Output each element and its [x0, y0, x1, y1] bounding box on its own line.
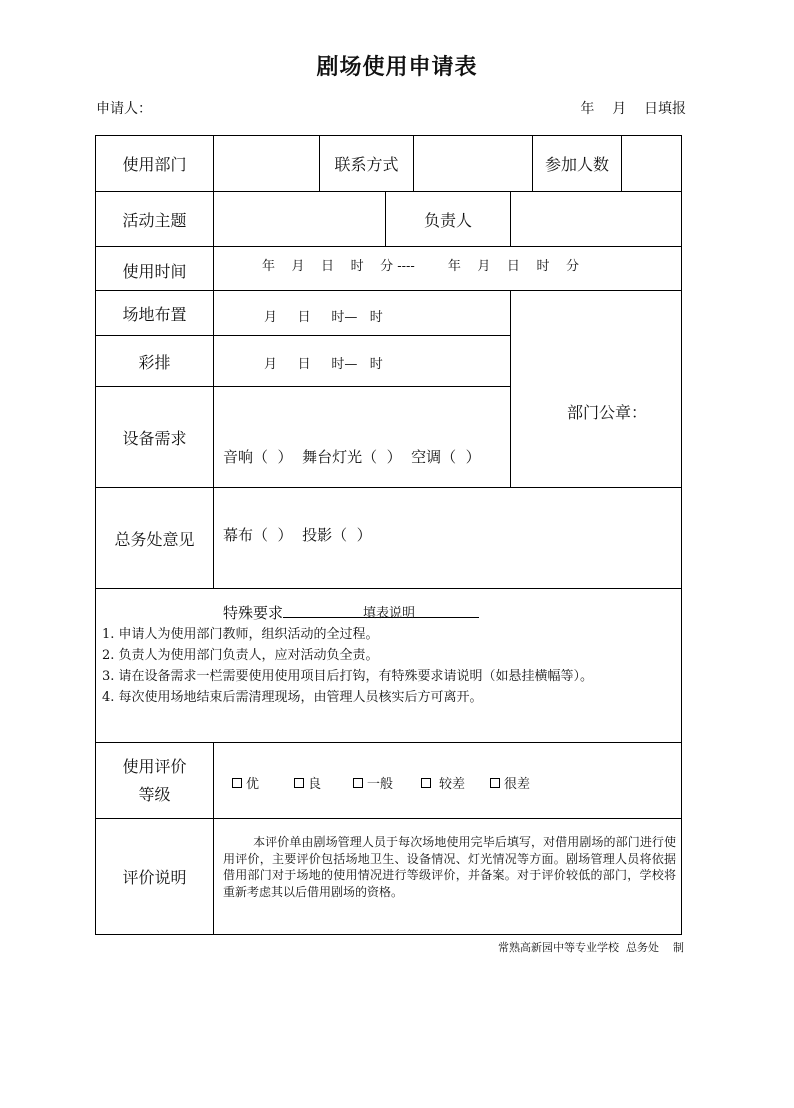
instructions-section	[102, 603, 676, 708]
footer-issuer: 常熟高新园中等专业学校 总务处 制	[498, 941, 684, 954]
rehearsal-label: 彩排	[138, 352, 171, 372]
layout-time-field[interactable]: 月 日 时— 时	[264, 309, 383, 325]
grade-label-line-2: 等级	[138, 784, 171, 804]
eval-desc-label: 评价说明	[122, 868, 187, 887]
layout-label: 场地布置	[122, 304, 187, 324]
checkbox[interactable]	[421, 778, 431, 788]
time-label: 使用时间	[122, 262, 187, 281]
checkbox[interactable]	[490, 778, 500, 788]
checkbox[interactable]	[232, 778, 242, 788]
table-border-right	[681, 135, 682, 935]
rehearsal-time-field[interactable]: 月 日 时— 时	[264, 356, 383, 372]
instructions-heading: 填表说明	[362, 606, 415, 621]
grade-label	[96, 743, 213, 818]
general-affairs-input[interactable]	[214, 488, 681, 588]
grade-option-very-poor[interactable]: 很差	[490, 773, 530, 792]
grade-option-good[interactable]: 良	[294, 773, 353, 792]
table-vline	[510, 290, 511, 487]
participants-input[interactable]	[622, 136, 681, 191]
grade-option-poor[interactable]: 较差	[421, 773, 490, 792]
applicant-label: 申请人：	[96, 101, 152, 117]
general-affairs-label: 总务处意见	[114, 529, 195, 549]
grade-label-line-1: 使用评价	[122, 756, 187, 776]
dept-label: 使用部门	[122, 155, 187, 174]
instruction-item: 2. 负责人为使用部门负责人，应对活动负全责。	[102, 648, 379, 663]
instruction-item: 1. 申请人为使用部门教师，组织活动的全过程。	[102, 627, 379, 642]
topic-label: 活动主题	[122, 210, 187, 230]
checkbox[interactable]	[294, 778, 304, 788]
instruction-item: 3. 请在设备需求一栏需要使用使用项目后打钩，有特殊要求请说明（如悬挂横幅等）。	[102, 669, 594, 684]
contact-label: 联系方式	[334, 155, 399, 174]
table-border-bottom	[95, 934, 682, 935]
eval-desc-text: 本评价单由剧场管理人员于每次场地使用完毕后填写，对借用剧场的部门进行使用评价，主要评价包括场地卫生、设备情况、灯光情况等方面。剧场管理人员将依据借用部门对于场地的使用情况进行等级评价，并备案。对于评价较低的部门，学校将重新考虑其以后借用剧场的资格。	[223, 835, 676, 899]
table-vline	[213, 742, 214, 935]
grade-options[interactable]	[232, 773, 530, 792]
contact-input[interactable]	[414, 136, 532, 191]
equipment-line-2[interactable]: 幕布（ ） 投影（ ）	[223, 526, 372, 544]
grade-option-excellent[interactable]: 优	[232, 773, 294, 792]
owner-label: 负责人	[423, 210, 472, 230]
dept-stamp-label: 部门公章：	[566, 402, 647, 422]
topic-input[interactable]	[214, 192, 385, 246]
owner-input[interactable]	[511, 192, 681, 246]
participants-label: 参加人数	[544, 155, 609, 174]
date-fill-label: 年 月 日填报	[580, 101, 686, 117]
equipment-line-1[interactable]: 音响（ ） 舞台灯光（ ） 空调（ ）	[223, 448, 481, 466]
special-requirements-label: 特殊要求	[223, 604, 284, 622]
checkbox[interactable]	[353, 778, 363, 788]
grade-option-average[interactable]: 一般	[353, 773, 421, 792]
equipment-label: 设备需求	[122, 428, 187, 448]
instruction-item: 4. 每次使用场地结束后需清理现场，由管理人员核实后方可离开。	[102, 690, 483, 705]
time-range-field[interactable]: 年 月 日 时 分 ---- 年 月 日 时 分	[262, 258, 579, 274]
page-title: 剧场使用申请表	[316, 54, 478, 80]
dept-input[interactable]	[214, 136, 319, 191]
